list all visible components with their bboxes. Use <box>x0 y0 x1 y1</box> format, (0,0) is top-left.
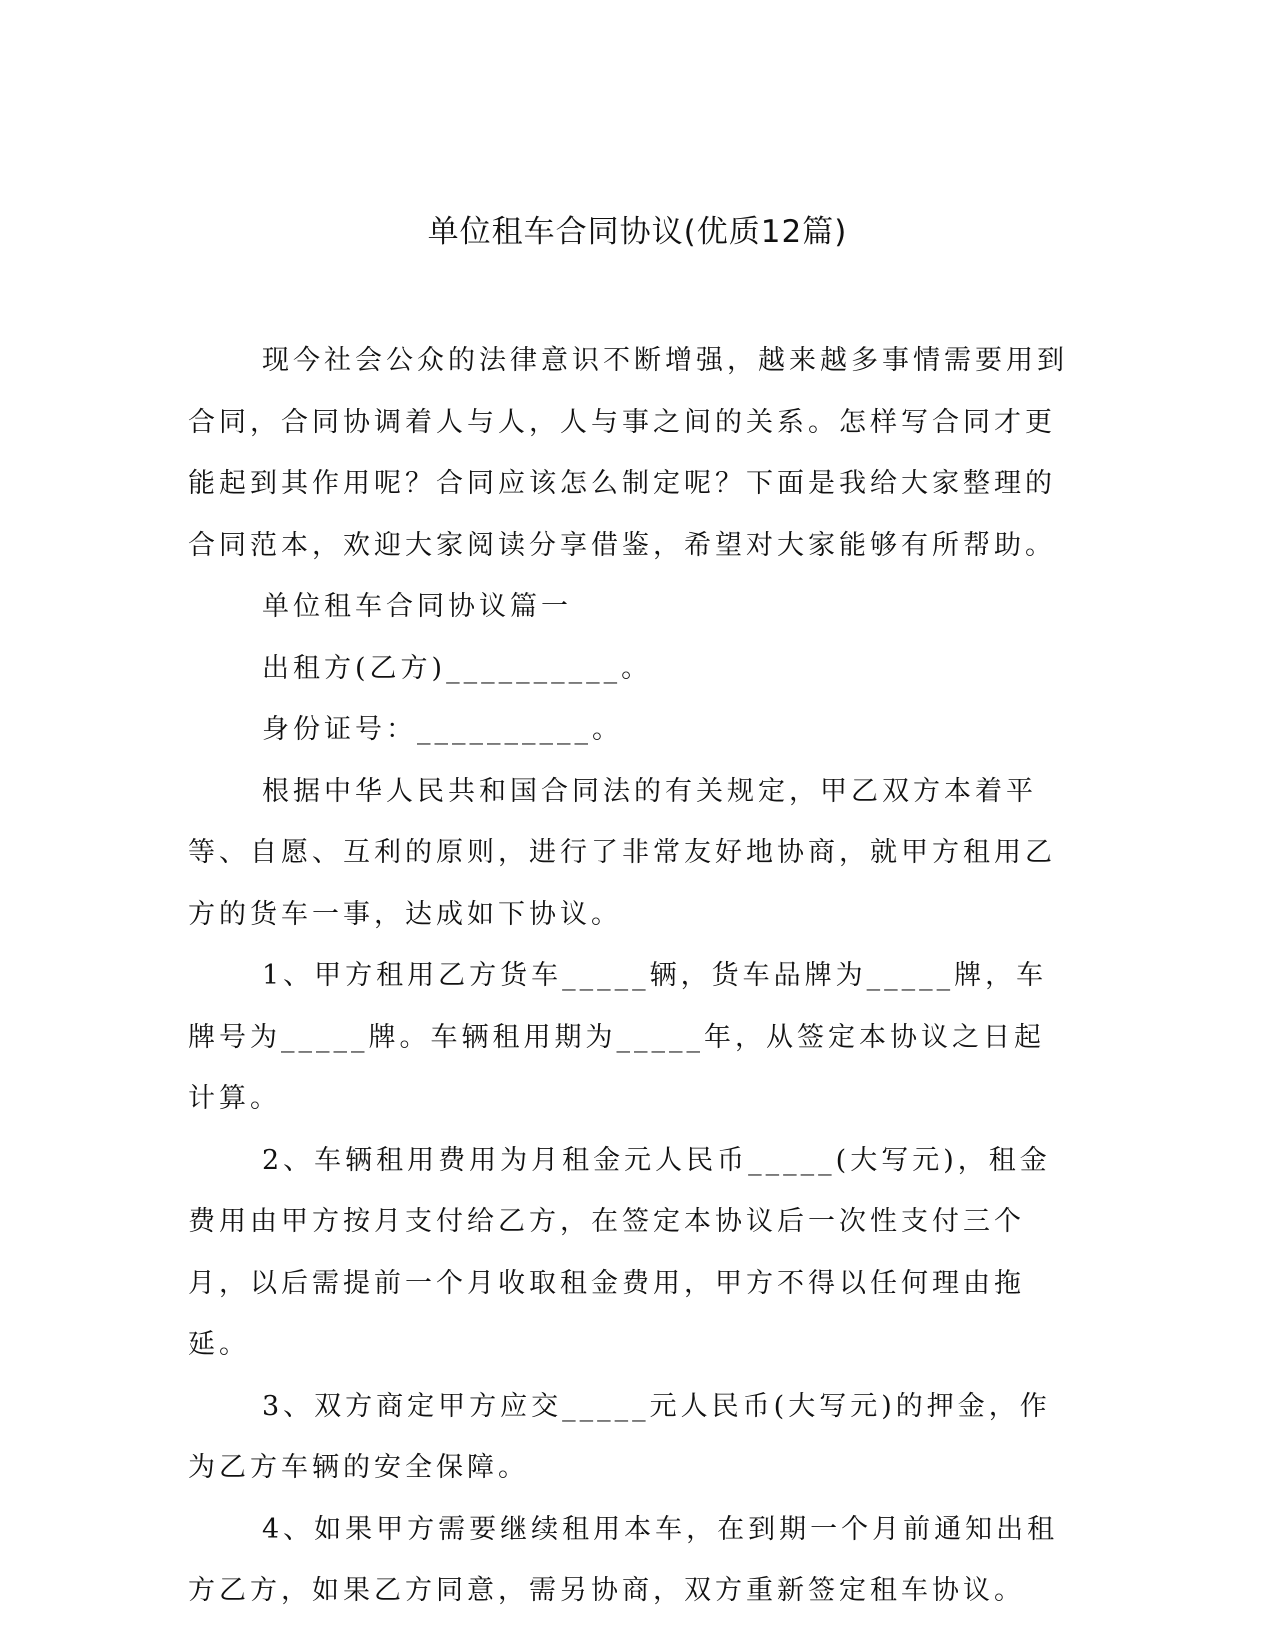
document-title: 单位租车合同协议(优质12篇) <box>427 214 848 250</box>
paragraph-clause-1: 1、甲方租用乙方货车_____辆，货车品牌为_____牌，车牌号为_____牌。车辆租用期为_____年，从签定本协议之日起计算。 <box>188 960 1048 1114</box>
paragraph-section-heading: 单位租车合同协议篇一 <box>262 591 572 622</box>
paragraph-intro: 现今社会公众的法律意识不断增强，越来越多事情需要用到合同，合同协调着人与人，人与事之间的关系。怎样写合同才更能起到其作用呢？合同应该怎么制定呢？下面是我给大家整理的合同范本，欢迎大家阅读分享借鉴，希望对大家能够有所帮助。 <box>188 345 1068 561</box>
paragraph-preamble: 根据中华人民共和国合同法的有关规定，甲乙双方本着平等、自愿、互利的原则，进行了非常友好地协商，就甲方租用乙方的货车一事，达成如下协议。 <box>188 775 1056 930</box>
paragraph-lessor: 出租方(乙方)__________。 <box>262 652 653 684</box>
document-body <box>188 330 1068 1622</box>
paragraph-id-number: 身份证号：__________。 <box>262 714 623 745</box>
paragraph-clause-3: 3、双方商定甲方应交_____元人民币(大写元)的押金，作为乙方车辆的安全保障。 <box>188 1390 1051 1483</box>
paragraph-clause-2: 2、车辆租用费用为月租金元人民币_____(大写元)，租金费用由甲方按月支付给乙方，在签定本协议后一次性支付三个月，以后需提前一个月收取租金费用，甲方不得以任何理由拖延。 <box>188 1144 1051 1360</box>
paragraph-clause-4: 4、如果甲方需要继续租用本车，在到期一个月前通知出租方乙方，如果乙方同意，需另协商，双方重新签定租车协议。 <box>188 1513 1059 1606</box>
